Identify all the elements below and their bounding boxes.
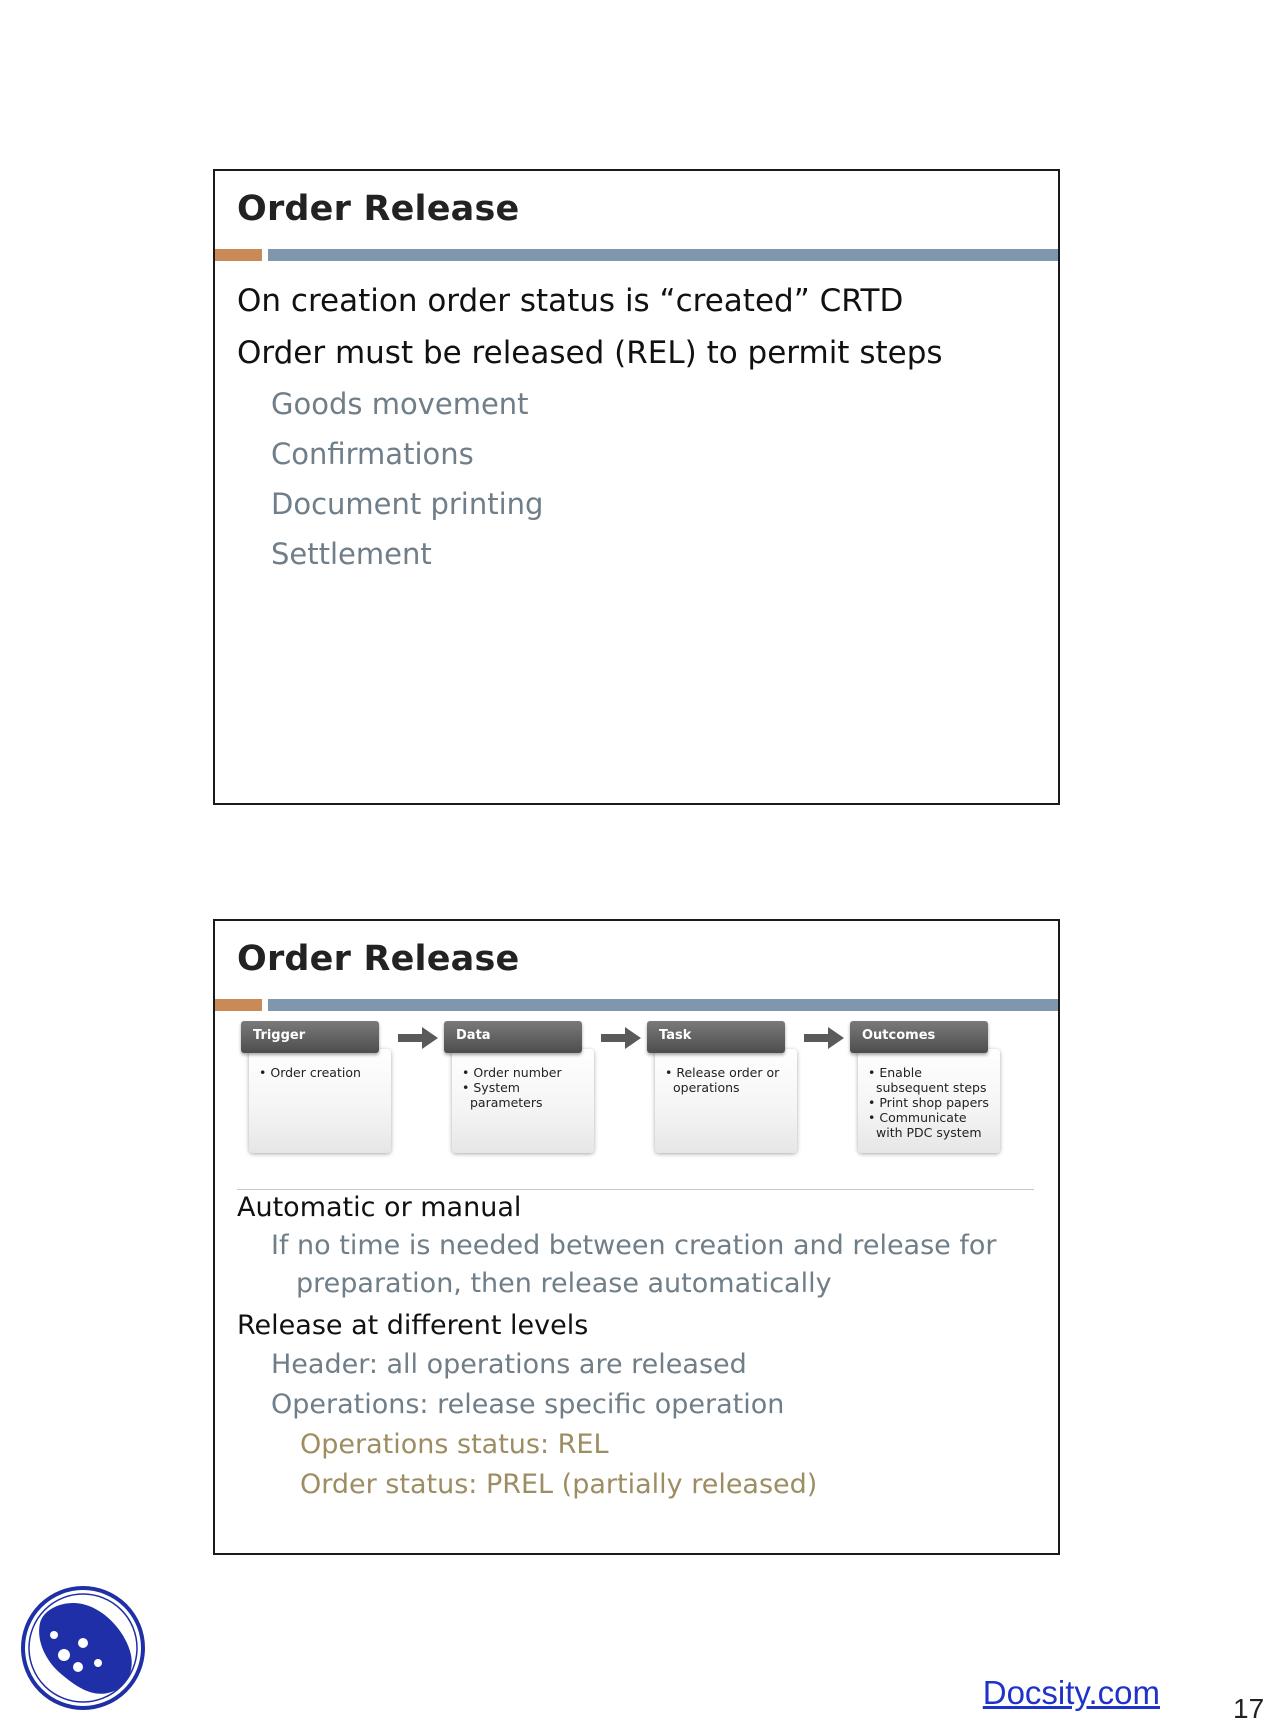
- title-accent-bar: [215, 249, 1058, 261]
- step-body: [655, 1049, 797, 1153]
- slide-2-bullets: [237, 1189, 1042, 1505]
- bullet-item: Release at different levels: [237, 1310, 589, 1341]
- step-item: • Order number: [462, 1065, 588, 1080]
- slide-2: [213, 919, 1060, 1555]
- bullet-item: Automatic or manual: [237, 1192, 522, 1223]
- process-diagram: [241, 1021, 1031, 1161]
- process-step-task: [647, 1021, 797, 1161]
- right-arrow-icon: [601, 1027, 641, 1049]
- step-item: • Print shop papers: [868, 1095, 994, 1110]
- accent-orange-block: [215, 249, 262, 261]
- sub-bullet-line: If no time is needed between creation and release for: [271, 1230, 997, 1261]
- accent-orange-block: [215, 999, 262, 1011]
- step-item: • Release order or operations: [665, 1065, 791, 1095]
- bullet-item: On creation order status is “created” CRTD: [237, 283, 904, 319]
- slide-1-title: Order Release: [237, 189, 520, 229]
- page-number: 17: [1233, 1693, 1265, 1724]
- step-item: • System parameters: [462, 1080, 588, 1110]
- step-item: • Communicate with PDC system: [868, 1110, 994, 1140]
- slide-2-title: Order Release: [237, 939, 520, 979]
- docsity-logo-icon[interactable]: [20, 1585, 146, 1711]
- sub-bullet-item: Header: all operations are released: [271, 1349, 747, 1380]
- slide-1: [213, 169, 1060, 805]
- sub-bullet-item: Operations: release specific operation: [271, 1389, 785, 1420]
- sub-bullet-item: [237, 1227, 1042, 1303]
- sub-bullet-item: Document printing: [271, 487, 544, 521]
- slide-1-bullets: [237, 275, 1042, 579]
- title-accent-bar: [215, 999, 1058, 1011]
- right-arrow-icon: [804, 1027, 844, 1049]
- step-body: [452, 1049, 594, 1153]
- step-header: Trigger: [241, 1021, 379, 1053]
- process-step-trigger: [241, 1021, 391, 1161]
- accent-blue-bar: [268, 999, 1058, 1011]
- docsity-link[interactable]: Docsity.com: [982, 1674, 1160, 1711]
- sub-bullet-continuation: preparation, then release automatically: [296, 1268, 832, 1299]
- step-header: Data: [444, 1021, 582, 1053]
- sub-bullet-item: Settlement: [271, 537, 432, 571]
- step-item: • Order creation: [259, 1065, 385, 1080]
- process-step-data: [444, 1021, 594, 1161]
- accent-blue-bar: [268, 249, 1058, 261]
- sub-sub-bullet-item: Operations status: REL: [300, 1429, 609, 1460]
- step-header: Outcomes: [850, 1021, 988, 1053]
- step-item: • Enable subsequent steps: [868, 1065, 994, 1095]
- step-body: [858, 1049, 1000, 1153]
- sub-bullet-item: Goods movement: [271, 387, 529, 421]
- right-arrow-icon: [398, 1027, 438, 1049]
- bullet-item: Order must be released (REL) to permit steps: [237, 335, 943, 371]
- step-header: Task: [647, 1021, 785, 1053]
- step-body: [249, 1049, 391, 1153]
- process-step-outcomes: [850, 1021, 1000, 1161]
- sub-bullet-item: Confirmations: [271, 437, 474, 471]
- sub-sub-bullet-item: Order status: PREL (partially released): [300, 1469, 818, 1500]
